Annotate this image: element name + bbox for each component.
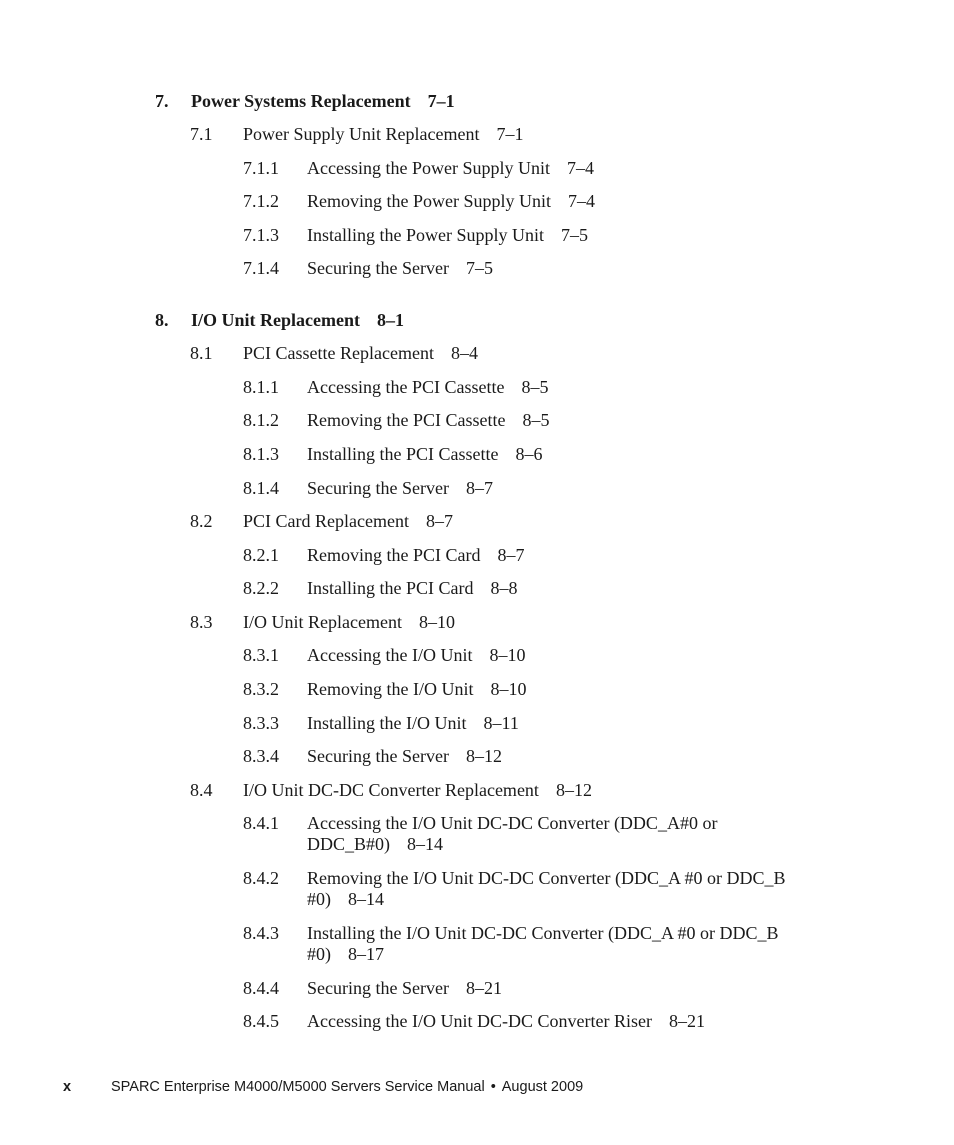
subsection-number: 8.4.4: [243, 978, 279, 998]
page-number: 8–5: [522, 410, 550, 430]
page-number: 7–4: [566, 158, 594, 178]
page-number: 8–11: [483, 713, 519, 733]
subsection-number: 7.1.1: [243, 158, 279, 178]
chapter-number: 7.: [155, 91, 169, 111]
section-number: 8.3: [190, 612, 213, 632]
subsection-number: 8.4.1: [243, 813, 279, 833]
page-number: 8–10: [489, 645, 526, 665]
subsection-title: Accessing the Power Supply Unit 7–4: [307, 158, 594, 178]
subsection-title-line: Accessing the I/O Unit DC-DC Converter (DDC_A#0 or: [307, 813, 718, 833]
subsection-title: Securing the Server 7–5: [307, 258, 493, 278]
page-number: 8–14: [407, 834, 444, 854]
subsection-title-line: Removing the I/O Unit DC-DC Converter (DDC_A #0 or DDC_B: [307, 868, 786, 888]
subsection-title: Removing the I/O Unit 8–10: [307, 679, 527, 699]
page-number: 7–5: [465, 258, 493, 278]
page-number: 8–4: [450, 343, 478, 363]
chapter-title: Power Systems Replacement 7–1: [191, 91, 455, 111]
subsection-number: 8.1.1: [243, 377, 279, 397]
subsection-number: 8.3.2: [243, 679, 279, 699]
page-number: 8–8: [490, 578, 518, 598]
page-number: 8–17: [348, 944, 384, 964]
subsection-title-line: DDC_B#0) 8–14: [307, 834, 444, 854]
subsection-number: 8.1.3: [243, 444, 279, 464]
subsection-title: Installing the PCI Cassette 8–6: [307, 444, 543, 464]
subsection-number: 8.4.5: [243, 1011, 279, 1031]
page-number: 8–21: [668, 1011, 705, 1031]
subsection-number: 7.1.4: [243, 258, 279, 278]
subsection-number: 7.1.3: [243, 225, 279, 245]
subsection-title: Removing the Power Supply Unit 7–4: [307, 191, 595, 211]
subsection-number: 8.4.2: [243, 868, 279, 888]
footer-bullet: •: [490, 1079, 496, 1095]
page-number: 8–7: [465, 478, 493, 498]
subsection-number: 8.2.1: [243, 545, 279, 565]
subsection-title: Removing the PCI Cassette 8–5: [307, 410, 550, 430]
page-number: 8–5: [521, 377, 549, 397]
page-number: 8–10: [490, 679, 527, 699]
page-number: 8–10: [418, 612, 455, 632]
page-number: 8–7: [425, 511, 453, 531]
publication-date: August 2009: [501, 1079, 584, 1095]
page-number: 8–14: [348, 889, 384, 909]
page-number: 7–4: [568, 191, 595, 211]
manual-title: SPARC Enterprise M4000/M5000 Servers Service Manual: [111, 1079, 485, 1095]
footer-text: [111, 1078, 583, 1096]
page-number: 8–6: [515, 444, 543, 464]
subsection-number: 8.1.4: [243, 478, 279, 498]
subsection-title: [307, 813, 717, 855]
subsection-title: Installing the I/O Unit 8–11: [307, 713, 519, 733]
page-folio: x: [63, 1079, 72, 1095]
page-number: 7–5: [561, 225, 588, 245]
section-title: PCI Cassette Replacement 8–4: [243, 343, 478, 363]
subsection-number: 8.3.3: [243, 713, 279, 733]
section-number: 7.1: [190, 124, 213, 144]
page-number: 7–1: [427, 91, 455, 111]
subsection-number: 8.3.1: [243, 645, 279, 665]
subsection-title: Installing the Power Supply Unit 7–5: [307, 225, 588, 245]
subsection-title: Accessing the I/O Unit 8–10: [307, 645, 526, 665]
subsection-title-line: #0) 8–17: [307, 944, 384, 964]
page-number: 8–1: [376, 310, 404, 330]
subsection-number: 8.3.4: [243, 746, 279, 766]
section-title: Power Supply Unit Replacement 7–1: [243, 124, 524, 144]
section-title: PCI Card Replacement 8–7: [243, 511, 453, 531]
chapter-title: I/O Unit Replacement 8–1: [191, 310, 404, 330]
subsection-title: Accessing the PCI Cassette 8–5: [307, 377, 549, 397]
subsection-title-line: #0) 8–14: [307, 889, 384, 909]
subsection-title: Securing the Server 8–12: [307, 746, 502, 766]
page-number: 8–12: [555, 780, 592, 800]
subsection-title: [307, 868, 785, 910]
subsection-title: [307, 923, 778, 965]
section-number: 8.1: [190, 343, 213, 363]
page-number: 8–7: [497, 545, 525, 565]
subsection-number: 7.1.2: [243, 191, 279, 211]
subsection-title-line: Installing the I/O Unit DC-DC Converter (DDC_A #0 or DDC_B: [307, 923, 779, 943]
subsection-title: Accessing the I/O Unit DC-DC Converter Riser 8–21: [307, 1011, 705, 1031]
subsection-title: Removing the PCI Card 8–7: [307, 545, 525, 565]
subsection-title: Securing the Server 8–21: [307, 978, 502, 998]
subsection-number: 8.1.2: [243, 410, 279, 430]
section-number: 8.4: [190, 780, 213, 800]
section-title: I/O Unit DC-DC Converter Replacement 8–12: [243, 780, 592, 800]
chapter-number: 8.: [155, 310, 169, 330]
page-footer: [63, 1078, 584, 1096]
page-number: 8–12: [465, 746, 502, 766]
page-number: 7–1: [496, 124, 524, 144]
subsection-number: 8.2.2: [243, 578, 279, 598]
subsection-title: Installing the PCI Card 8–8: [307, 578, 518, 598]
page-number: 8–21: [465, 978, 502, 998]
subsection-title: Securing the Server 8–7: [307, 478, 493, 498]
section-title: I/O Unit Replacement 8–10: [243, 612, 455, 632]
subsection-number: 8.4.3: [243, 923, 279, 943]
section-number: 8.2: [190, 511, 213, 531]
